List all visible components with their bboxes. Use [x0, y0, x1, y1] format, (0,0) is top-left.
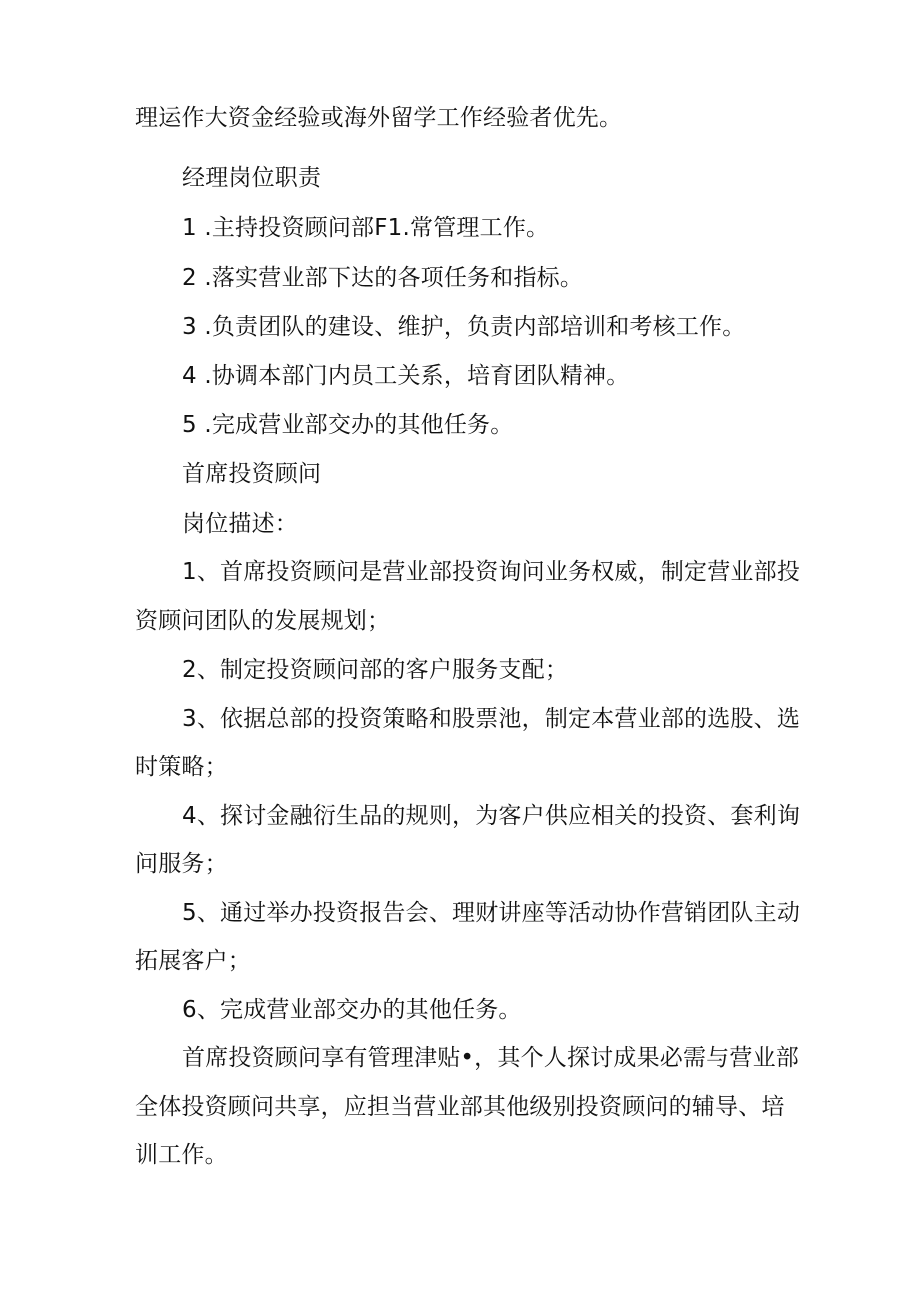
description-item-4: 4、探讨金融衍生品的规则，为客户供应相关的投资、套利询	[182, 803, 801, 829]
description-item-1: 1、首席投资顾问是营业部投资询问业务权威，制定营业部投	[182, 559, 801, 585]
closing-paragraph: 首席投资顾问享有管理津贴•，其个人探讨成果必需与营业部	[182, 1045, 799, 1071]
duty-item-5: 5 .完成营业部交办的其他任务。	[182, 412, 514, 438]
duty-item-1: 1 .主持投资顾问部F1.常管理工作。	[182, 215, 550, 241]
section-heading-chief-advisor: 首席投资顾问	[182, 461, 322, 487]
description-item-6: 6、完成营业部交办的其他任务。	[182, 997, 522, 1023]
duty-item-3: 3 .负责团队的建设、维护，负责内部培训和考核工作。	[182, 314, 746, 340]
description-item-5: 5、通过举办投资报告会、理财讲座等活动协作营销团队主动	[182, 900, 801, 926]
closing-paragraph-continued: 全体投资顾问共享，应担当营业部其他级别投资顾问的辅导、培	[135, 1094, 785, 1120]
description-item-1-continued: 资顾问团队的发展规划；	[135, 608, 391, 634]
text-line-continuation: 理运作大资金经验或海外留学工作经验者优先。	[135, 105, 623, 131]
description-item-3: 3、依据总部的投资策略和股票池，制定本营业部的选股、选	[182, 706, 801, 732]
description-item-4-continued: 问服务；	[135, 851, 228, 877]
description-item-3-continued: 时策略；	[135, 754, 228, 780]
duty-item-2: 2 .落实营业部下达的各项任务和指标。	[182, 265, 584, 291]
description-item-5-continued: 拓展客户；	[135, 948, 251, 974]
description-item-2: 2、制定投资顾问部的客户服务支配；	[182, 657, 569, 683]
closing-paragraph-end: 训工作。	[135, 1142, 228, 1168]
duty-item-4: 4 .协调本部门内员工关系，培育团队精神。	[182, 363, 630, 389]
subheading-job-description: 岗位描述：	[182, 511, 298, 537]
section-heading-manager-duties: 经理岗位职责	[182, 165, 322, 191]
